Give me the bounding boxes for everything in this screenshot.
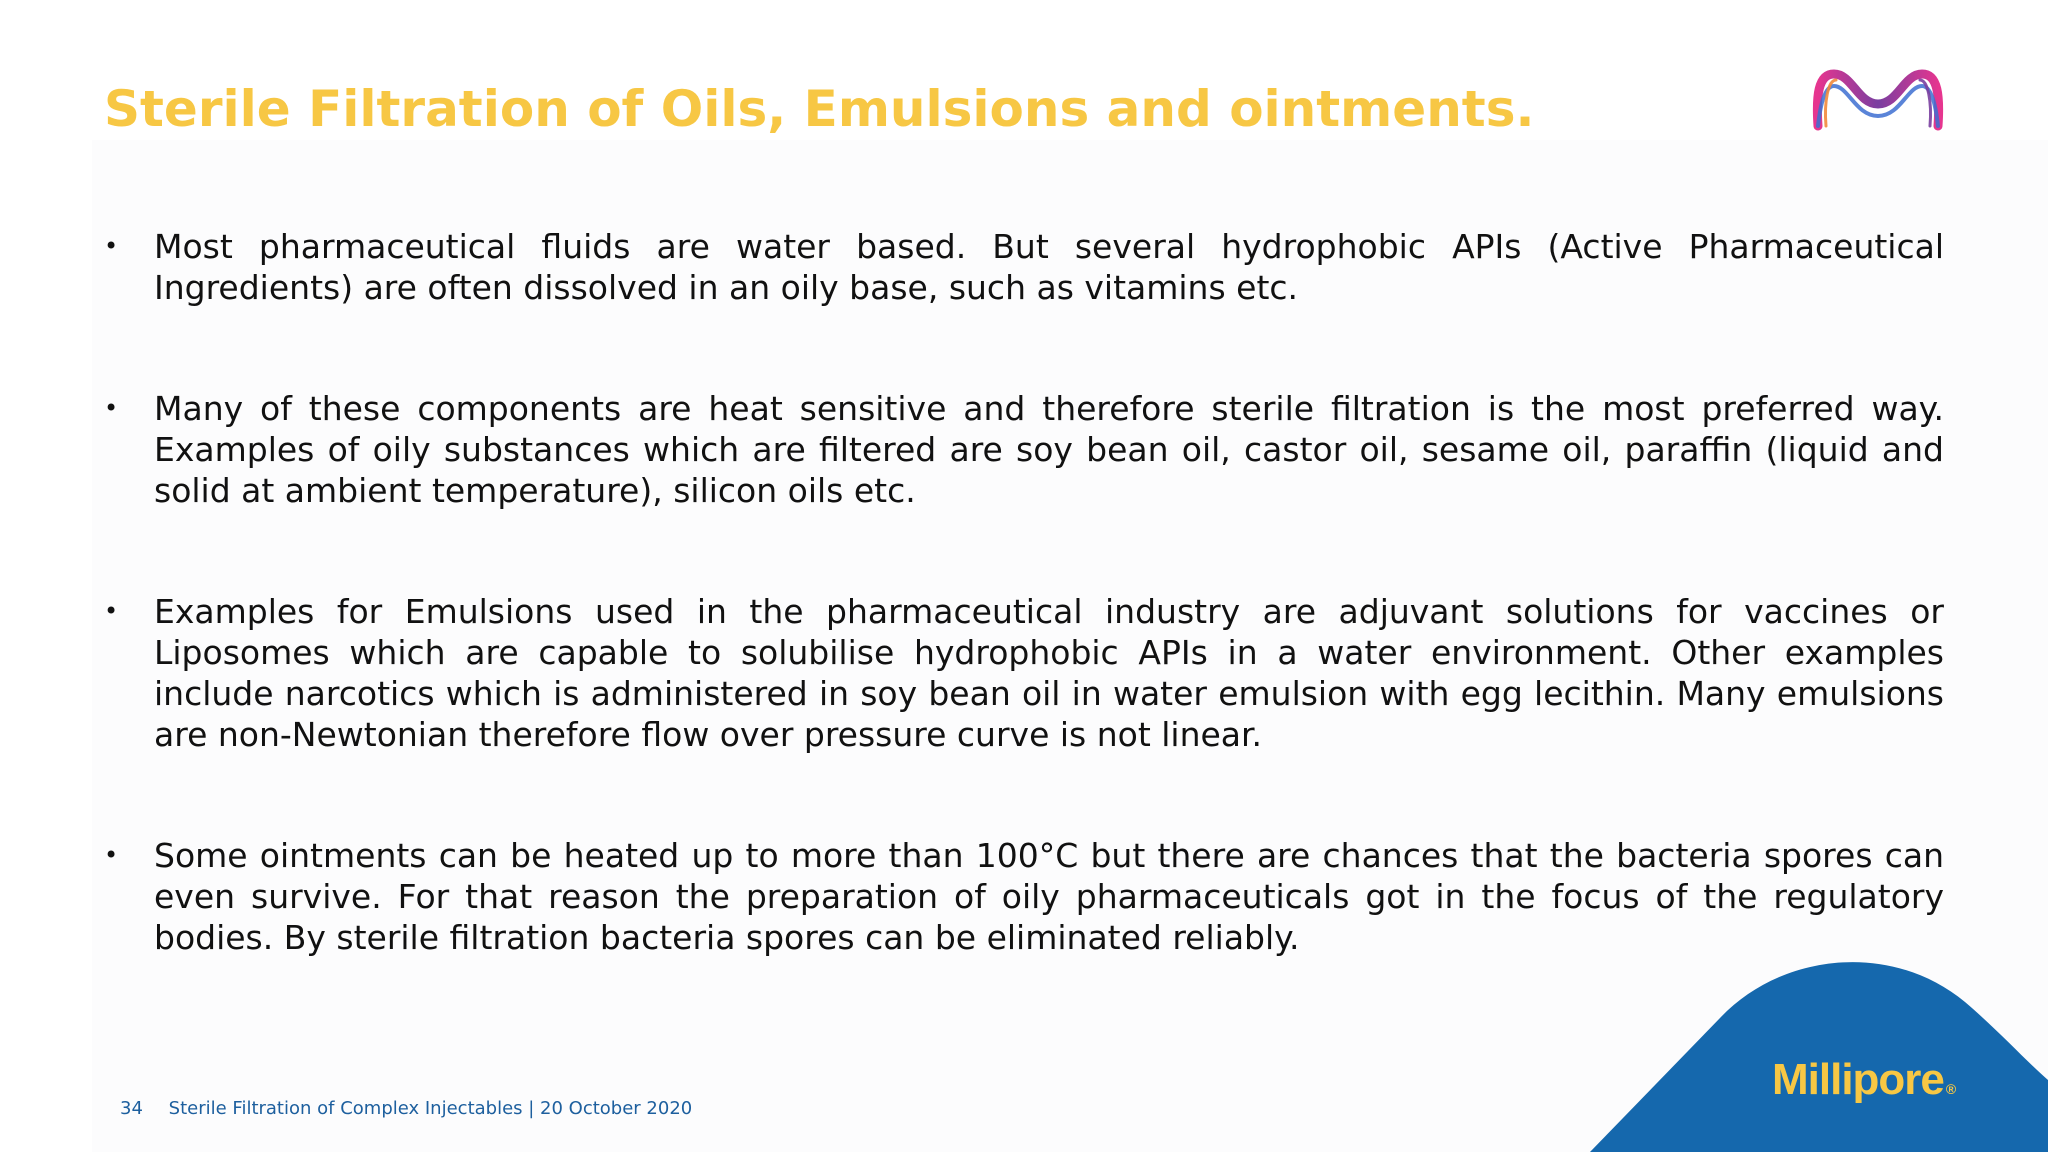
footer — [120, 1098, 692, 1120]
bullet-text: Some ointments can be heated up to more than 100°C but there are chances that the bacteria spores can even survive. For that reason the preparation of oily pharmaceuticals got in the focus of the regulatory bodies. By sterile filtration bacteria spores can be eliminated reliably. — [154, 836, 1944, 957]
brand-wordmark — [1772, 1054, 1956, 1115]
bullet-item — [104, 591, 1944, 755]
bullet-text: Most pharmaceutical fluids are water based. But several hydrophobic APIs (Active Pharmaceutical Ingredients) are often dissolved in an oily base, such as vitamins etc. — [154, 227, 1944, 307]
bullet-marker: • — [104, 597, 119, 625]
brand-name: Millipore — [1772, 1055, 1944, 1104]
bullet-item — [104, 835, 1944, 958]
bullet-marker: • — [104, 232, 119, 260]
bullet-marker: • — [104, 394, 119, 422]
bullet-marker: • — [104, 841, 119, 869]
bullet-item — [104, 388, 1944, 511]
registered-mark: ® — [1945, 1081, 1957, 1097]
bullet-item — [104, 226, 1944, 308]
bullet-text: Examples for Emulsions used in the pharmaceutical industry are adjuvant solutions for vaccines or Liposomes which are capable to solubilise hydrophobic APIs in a water environment. Other examples include narcotics which is administered in soy bean oil in water emulsion with egg lecithin. Many emulsions are non-Newtonian therefore flow over pressure curve is not linear. — [154, 592, 1944, 754]
merck-m-logo-icon — [1812, 66, 1944, 132]
slide-title: Sterile Filtration of Oils, Emulsions and ointments. — [104, 80, 1535, 138]
bullet-text: Many of these components are heat sensitive and therefore sterile filtration is the most preferred way. Examples of oily substances which are filtered are soy bean oil, castor oil, sesame oil, paraffin (liquid and solid at ambient temperature), silicon oils etc. — [154, 389, 1944, 510]
page-number: 34 — [120, 1098, 143, 1119]
bullet-list — [104, 226, 1944, 958]
footer-text: Sterile Filtration of Complex Injectables | 20 October 2020 — [168, 1098, 693, 1119]
